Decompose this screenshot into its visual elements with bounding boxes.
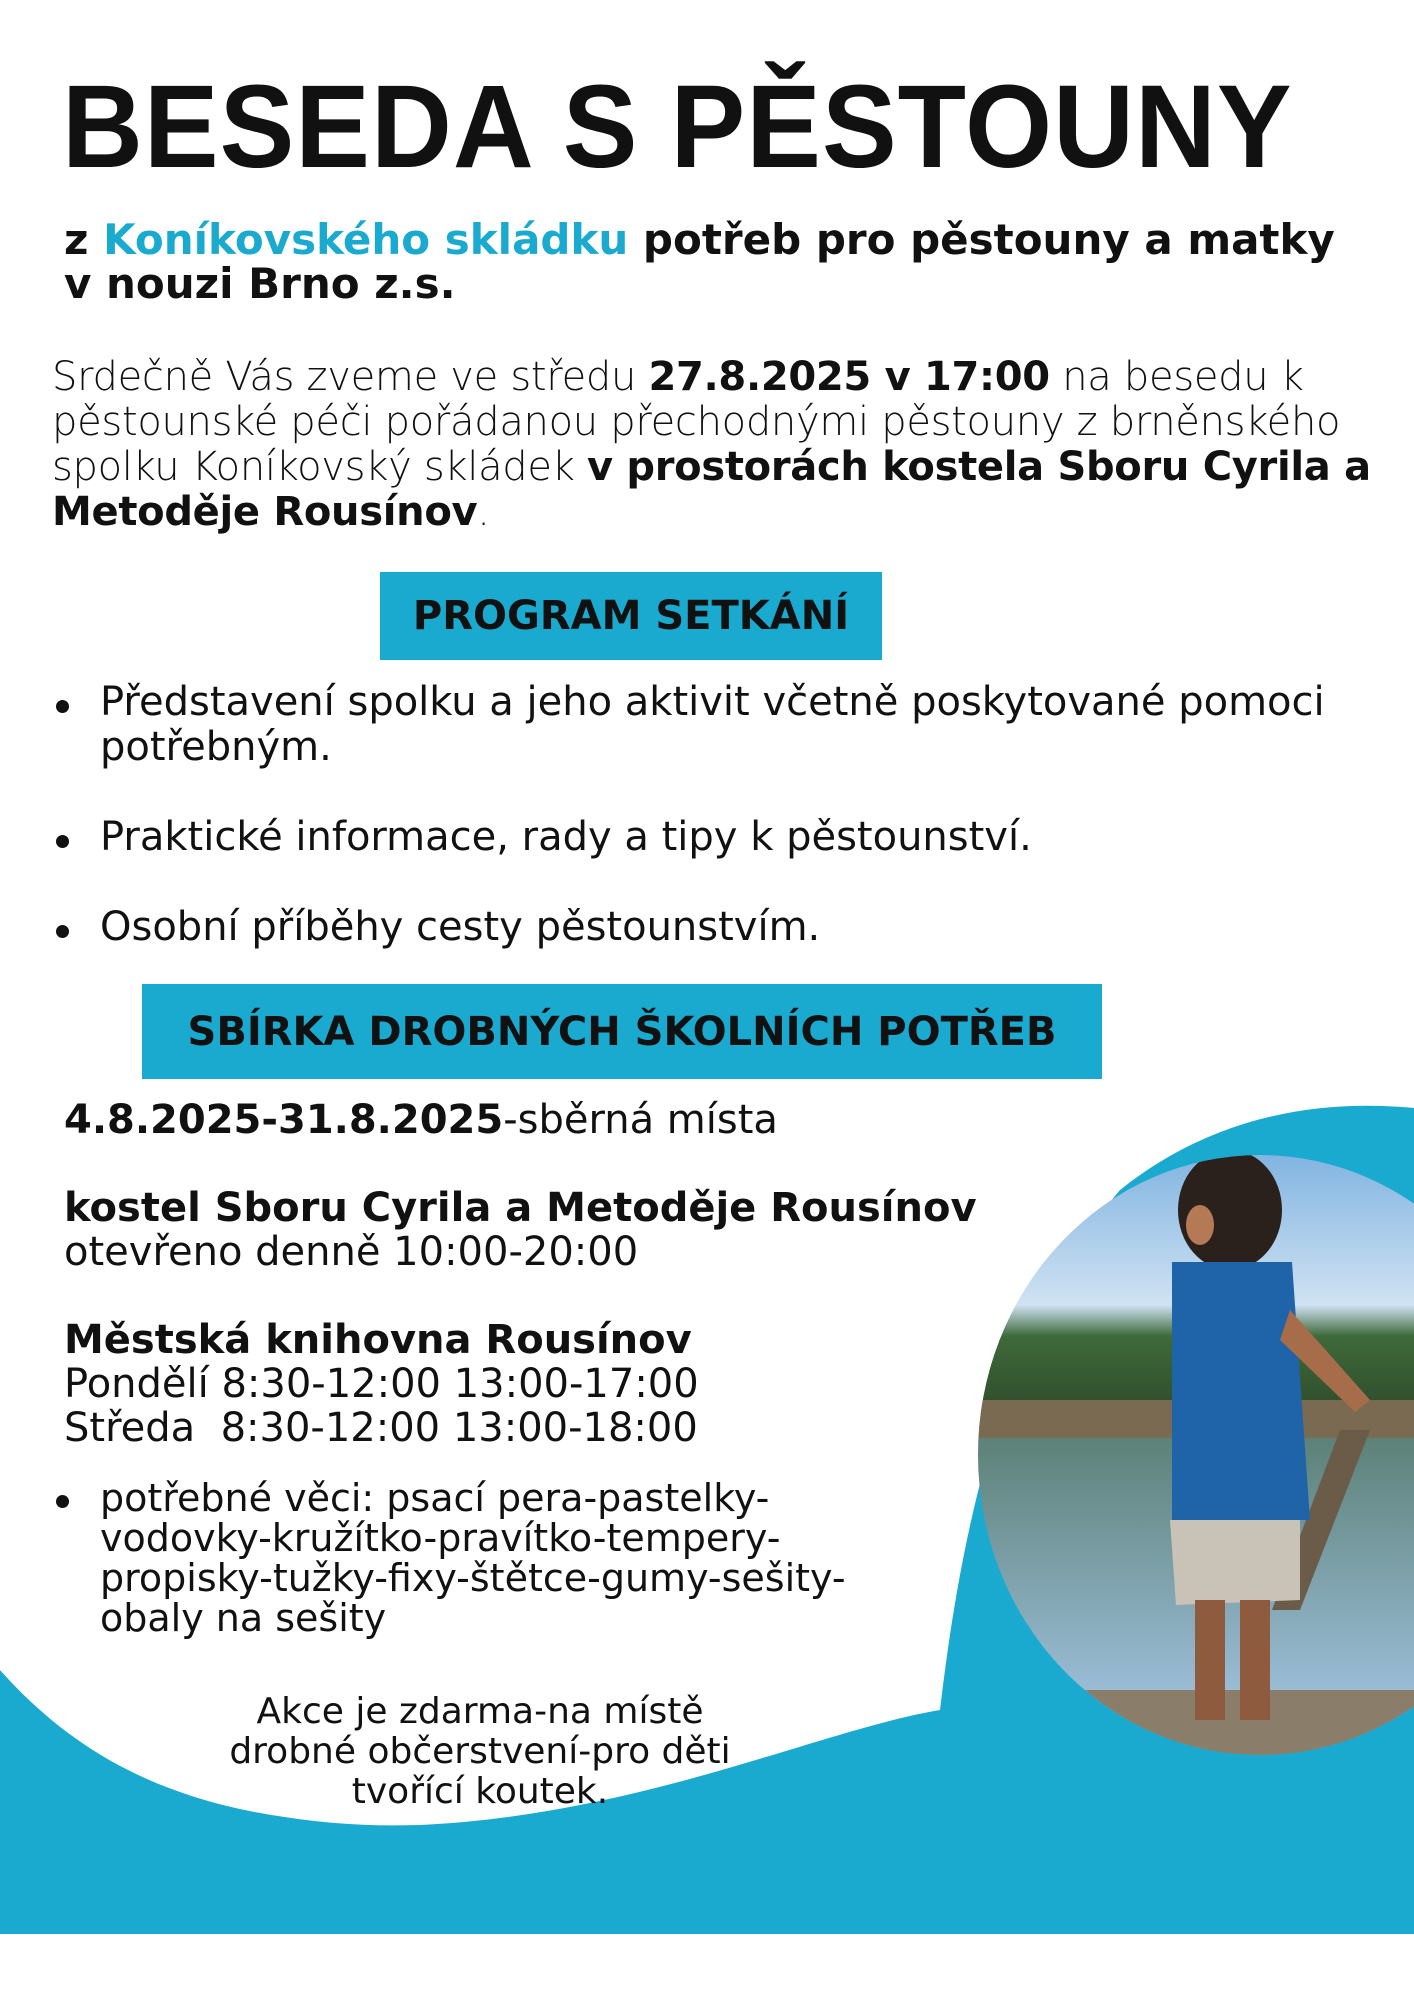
place-name: kostel Sboru Cyrila a Metoděje Rousínov xyxy=(64,1185,977,1231)
footer-line: tvořící koutek. xyxy=(351,1771,609,1812)
intro-text-2: na besedu k pěstounské péči pořádanou přechodnými pěstouny z brněnského spolku Koníkovský skládek xyxy=(52,354,1341,490)
poster-title: BESEDA S PĚSTOUNY xyxy=(62,60,1293,193)
event-venue: v prostorách kostela Sboru Cyrila a Metoděje Rousínov xyxy=(52,444,1371,535)
collection-date-range: 4.8.2025-31.8.2025 xyxy=(64,1097,504,1143)
place-hours: Pondělí 8:30-12:00 13:00-17:00 xyxy=(64,1361,699,1407)
place-name: Městská knihovna Rousínov xyxy=(64,1317,692,1363)
footer-line: Akce je zdarma-na místě xyxy=(256,1691,704,1732)
subtitle-prefix: z xyxy=(64,215,104,264)
invitation-paragraph xyxy=(52,355,1372,535)
collection-place xyxy=(64,1318,699,1450)
footer-line: drobné občerstvení-pro děti xyxy=(229,1731,731,1772)
footer-note xyxy=(180,1692,780,1812)
event-datetime: 27.8.2025 v 17:00 xyxy=(648,354,1050,400)
program-item: Praktické informace, rady a tipy k pěstounství. xyxy=(52,815,1372,860)
program-heading: PROGRAM SETKÁNÍ xyxy=(412,593,850,639)
intro-end: . xyxy=(477,489,490,535)
collection-place xyxy=(64,1186,977,1274)
program-heading-band xyxy=(380,572,882,660)
collection-dates-suffix: -sběrná místa xyxy=(503,1097,778,1143)
program-list xyxy=(52,680,1372,995)
program-item: Představení spolku a jeho aktivit včetně poskytované pomoci potřebným. xyxy=(52,680,1372,770)
place-hours: Středa 8:30-12:00 13:00-18:00 xyxy=(64,1405,698,1451)
needed-items: potřebné věci: psací pera-pastelky-vodovky-kružítko-pravítko-tempery-propisky-tužky-fixy-štětce-gumy-sešity-obaly na sešity xyxy=(52,1478,892,1638)
organization-name-highlight: Koníkovského skládku xyxy=(103,215,629,264)
collection-heading-band xyxy=(142,984,1102,1079)
poster-subtitle xyxy=(64,215,1354,309)
subtitle-rest: potřeb pro pěstouny a matky v nouzi Brno z.s. xyxy=(64,215,1335,309)
collection-dates xyxy=(64,1096,778,1144)
needed-items-list xyxy=(52,1478,892,1638)
intro-text-1: Srdečně Vás zveme ve středu xyxy=(52,354,649,400)
collection-heading: SBÍRKA DROBNÝCH ŠKOLNÍCH POTŘEB xyxy=(187,1008,1057,1055)
program-item: Osobní příběhy cesty pěstounstvím. xyxy=(52,905,1372,950)
place-hours: otevřeno denně 10:00-20:00 xyxy=(64,1229,639,1275)
